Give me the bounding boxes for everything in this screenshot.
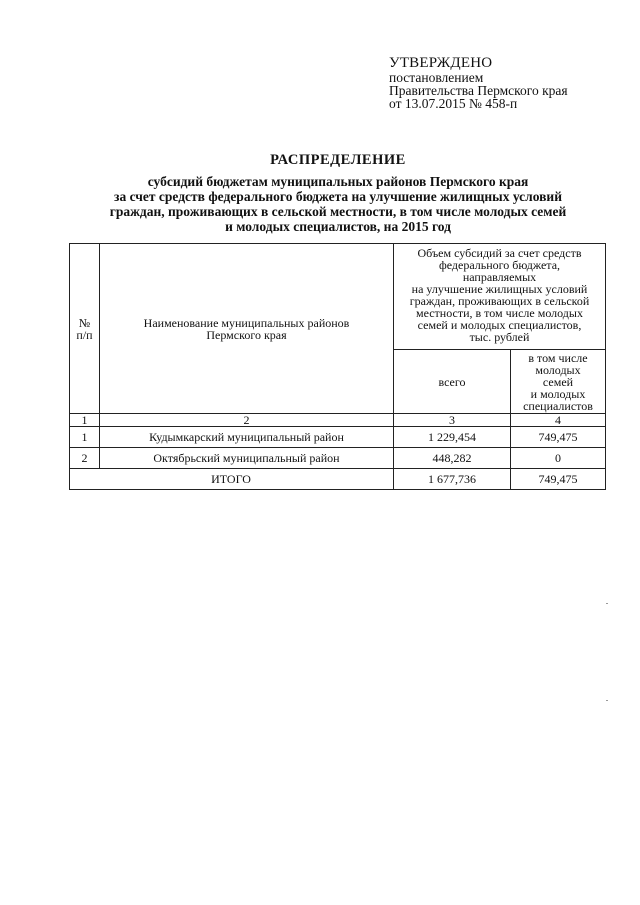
header-name-label: Пермского края	[206, 327, 287, 342]
header-young-line: молодых	[535, 362, 581, 377]
column-number: 2	[100, 414, 394, 427]
header-volume-line: семей и молодых специалистов,	[417, 318, 582, 332]
approval-line: от 13.07.2015 № 458-п	[389, 96, 518, 111]
subtitle-line: за счет средств федерального бюджета на улучшение жилищных условий	[114, 189, 562, 204]
header-volume-line: граждан, проживающих в сельской	[409, 294, 590, 308]
header-name-label: Наименование муниципальных районов	[143, 315, 350, 330]
approval-line: Правительства Пермского края	[389, 83, 568, 98]
subtitle-line: субсидий бюджетам муниципальных районов Пермского края	[147, 174, 529, 189]
table-row	[70, 427, 606, 448]
header-volume-line: федерального бюджета,	[438, 258, 561, 272]
total-sum: 1 677,736	[394, 469, 511, 490]
header-volume-line: местности, в том числе молодых	[416, 306, 583, 320]
row-young: 0	[511, 448, 606, 469]
header-total-cell: всего	[394, 350, 511, 414]
header-young-line: и молодых	[530, 386, 586, 401]
total-young: 749,475	[511, 469, 606, 490]
header-volume-line: Объем субсидий за счет средств	[417, 246, 582, 260]
table-total-row	[70, 469, 606, 490]
scan-speck	[606, 700, 608, 701]
header-volume-line: направляемых	[462, 270, 537, 284]
column-number: 1	[70, 414, 100, 427]
header-volume-cell	[394, 244, 606, 350]
header-young-line: в том числе	[528, 350, 588, 365]
approval-heading: УТВЕРЖДЕНО	[389, 55, 493, 71]
distribution-table	[69, 243, 606, 490]
row-district-name: Кудымкарский муниципальный район	[100, 427, 394, 448]
document-subtitle	[70, 174, 606, 234]
row-district-name: Октябрьский муниципальный район	[100, 448, 394, 469]
column-number: 3	[394, 414, 511, 427]
header-young-cell	[511, 350, 606, 414]
subtitle-line: граждан, проживающих в сельской местности, в том числе молодых семей	[109, 204, 567, 219]
header-volume-line: на улучшение жилищных условий	[411, 282, 588, 296]
header-num-label: п/п	[76, 327, 93, 342]
column-number: 4	[511, 414, 606, 427]
table-header-row	[70, 244, 606, 350]
row-total: 448,282	[394, 448, 511, 469]
header-young-line: специалистов	[523, 398, 593, 413]
scan-speck	[606, 603, 608, 604]
row-total: 1 229,454	[394, 427, 511, 448]
approval-line: постановлением	[389, 70, 484, 85]
header-num-cell	[70, 244, 100, 414]
header-young-line: семей	[542, 374, 574, 389]
approval-block	[389, 56, 568, 110]
table-row	[70, 448, 606, 469]
document-title: РАСПРЕДЕЛЕНИЕ	[270, 152, 406, 168]
header-volume-line: тыс. рублей	[469, 330, 530, 344]
row-young: 749,475	[511, 427, 606, 448]
row-num: 1	[70, 427, 100, 448]
column-number-row	[70, 414, 606, 427]
header-name-cell	[100, 244, 394, 414]
header-num-label: №	[78, 315, 91, 330]
row-num: 2	[70, 448, 100, 469]
subtitle-line: и молодых специалистов, на 2015 год	[225, 219, 451, 234]
total-label: ИТОГО	[70, 469, 394, 490]
